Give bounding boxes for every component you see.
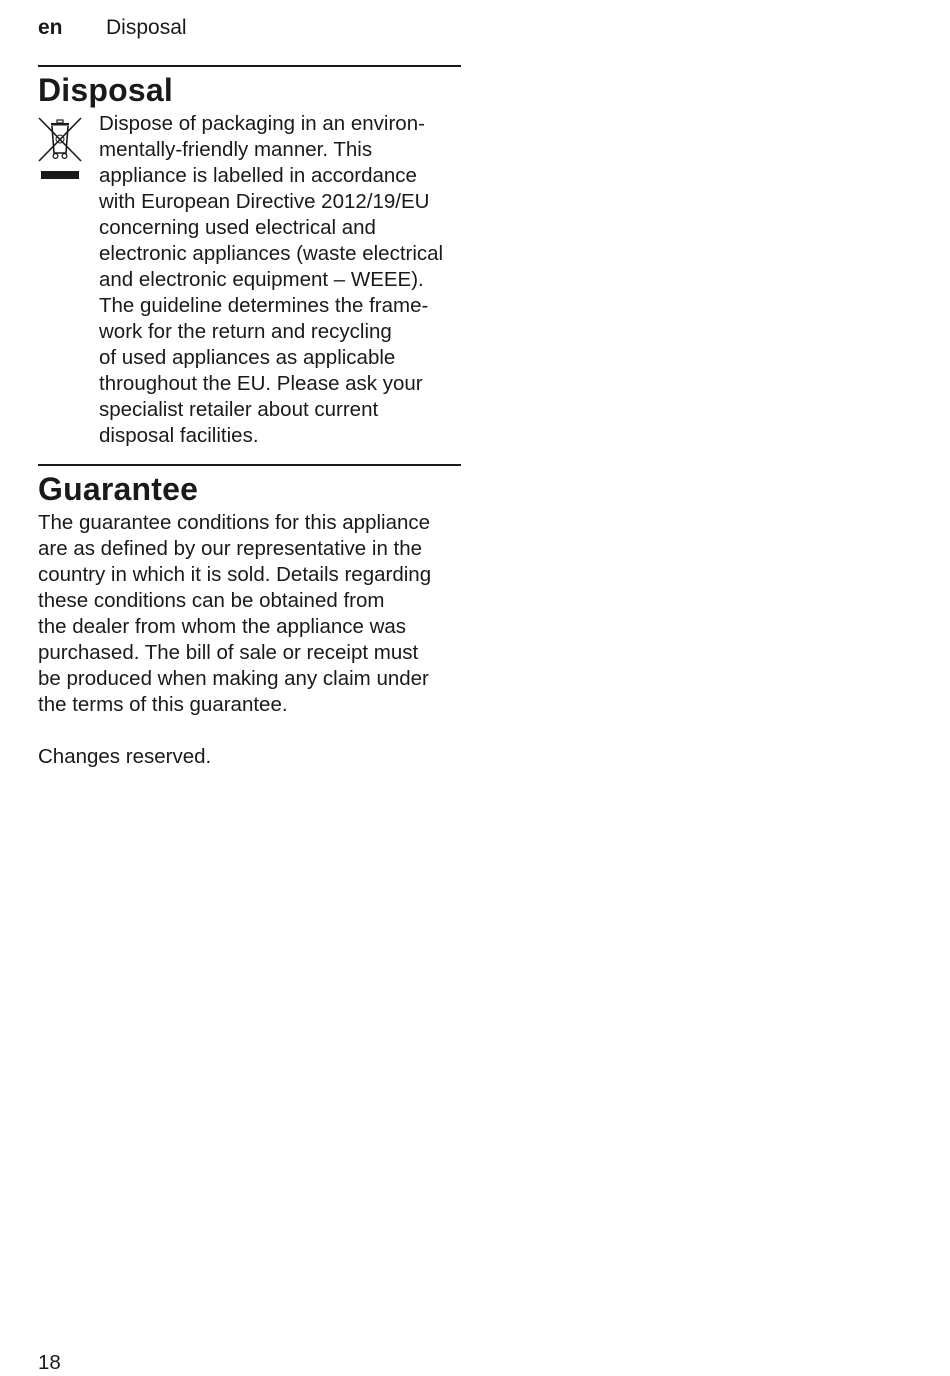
disposal-paragraph: Dispose of packaging in an environ- mentally-friendly manner. This appliance is labelled in accordance with European Directive 2012/19/EU concerning used electrical and electronic appliances (waste electrical and electronic equipment – WEEE). The guideline determines the frame- work for the return and recycling of used appliances as applicable throughout the EU. Please ask your specialist retailer about current disposal facilities. (99, 112, 444, 447)
page-header (38, 14, 187, 42)
header-section-title: Disposal (106, 16, 187, 39)
language-code: en (38, 16, 63, 39)
disposal-heading: Disposal (38, 72, 173, 108)
changes-reserved-note: Changes reserved. (38, 745, 212, 768)
guarantee-paragraph: The guarantee conditions for this appliance are as defined by our representative in the country in which it is sold. Details regarding these conditions can be obtained from the dealer from whom the appliance was purchased. The bill of sale or receipt must be produced when making any claim under the terms of this guarantee. (38, 511, 432, 716)
section-divider (38, 464, 461, 466)
guarantee-heading: Guarantee (38, 471, 199, 507)
weee-crossed-bin-icon (38, 117, 82, 183)
page-number: 18 (38, 1351, 61, 1374)
section-divider (38, 65, 461, 67)
